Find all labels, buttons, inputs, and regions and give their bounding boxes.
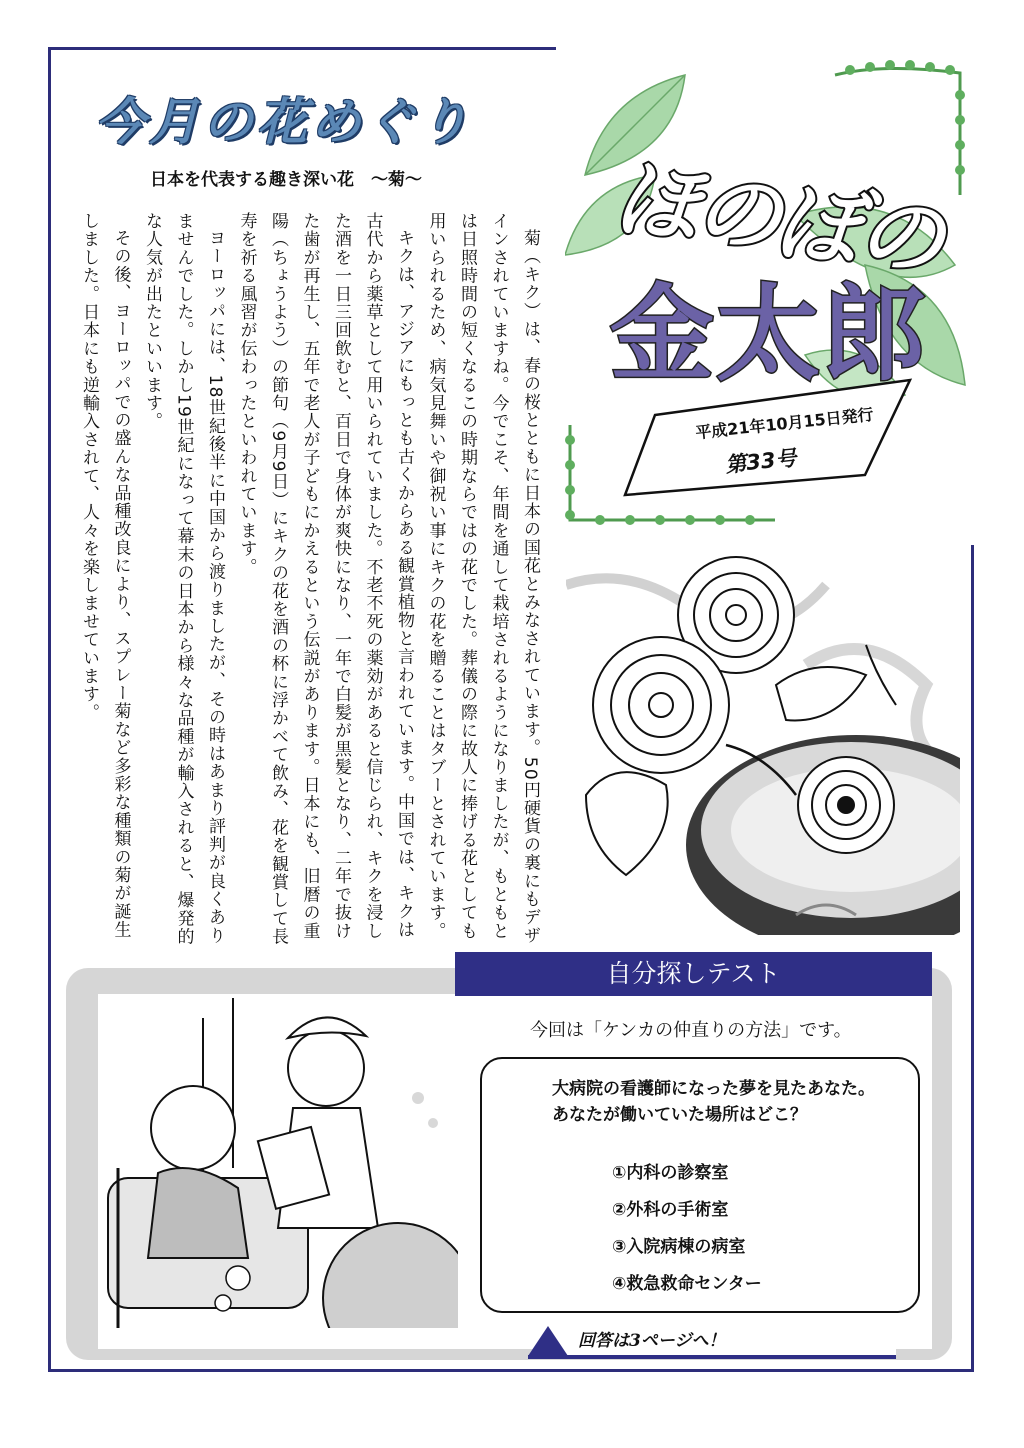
masthead-title-line1: ほのぼの [607, 147, 947, 293]
frame-left-line [48, 47, 51, 1372]
quiz-option: ②外科の手術室 [612, 1200, 729, 1220]
quiz-option: ①内科の診察室 [612, 1163, 729, 1183]
article-paragraph: 菊（キク）は、春の桜とともに日本の国花とみなされています。50円硬貨の裏にもデザインされていますね。今でこそ、年間を通して栽培されるようになりましたが、もともとは日照時間の短くなるこの時期ならではの花でした。葬儀の際に故人に捧げる花としても用いられるため、病気見舞いや御祝い事にキクの花を贈ることはタブーとされています。 [425, 212, 540, 945]
question-line: あなたが働いていた場所はどこ？ [552, 1105, 807, 1125]
article-title: 今月の花めぐり [95, 92, 473, 151]
quiz-intro: 今回は「ケンカの仲直りの方法」です。 [530, 1020, 852, 1041]
issue-number: 第33号 [724, 445, 798, 478]
article-paragraph: ヨーロッパには、18世紀後半に中国から渡りましたが、その時はあまり評判が良くありませんでした。しかし19世紀になって幕末の日本から様々な品種が輸入されると、爆発的な人気が出たといいます。 [142, 212, 225, 946]
masthead-title-line2: 金太郎 [610, 273, 929, 395]
chrysanthemum-illustration [566, 545, 960, 935]
article-subtitle: 日本を代表する趣き深い花 ～菊～ [150, 170, 422, 190]
article-paragraph: キクは、アジアにもっとも古くからある観賞植物と言われています。中国では、キクは古代から薬草として用いられていました。不老不死の薬効があると信じられ、キクを浸した酒を一日三回飲むと、百日で身体が爽快になり、一年で白髪が黒髪となり、二年で抜けた歯が再生し、五年で老人が子どもにかえるという伝説があります。日本にも、旧暦の重陽（ちょうよう）の節句（9月9日）にキクの花を酒の杯に浮かべて飲み、花を観賞して長寿を祈る風習が伝わったといわれています。 [236, 212, 414, 946]
frame-right-line [971, 545, 974, 1372]
article-paragraph: その後、ヨーロッパでの盛んな品種改良により、スプレー菊など多彩な種類の菊が誕生しました。日本にも逆輸入されて、人々を楽しませています。 [79, 212, 131, 939]
frame-bottom-line [48, 1369, 974, 1372]
issue-date: 平成21年10月15日発行 [694, 404, 875, 443]
frame-top-line [48, 47, 556, 50]
question-line: 大病院の看護師になった夢を見たあなた。 [552, 1079, 875, 1099]
article-body [70, 212, 545, 952]
quiz-option: ④救急救命センター [612, 1274, 762, 1294]
nurse-patient-illustration [98, 998, 458, 1328]
masthead [565, 55, 985, 535]
answer-note: 回答は3ページへ！ [578, 1331, 726, 1351]
quiz-header: 自分探しテスト [455, 952, 932, 996]
quiz-option: ③入院病棟の病室 [612, 1237, 746, 1257]
